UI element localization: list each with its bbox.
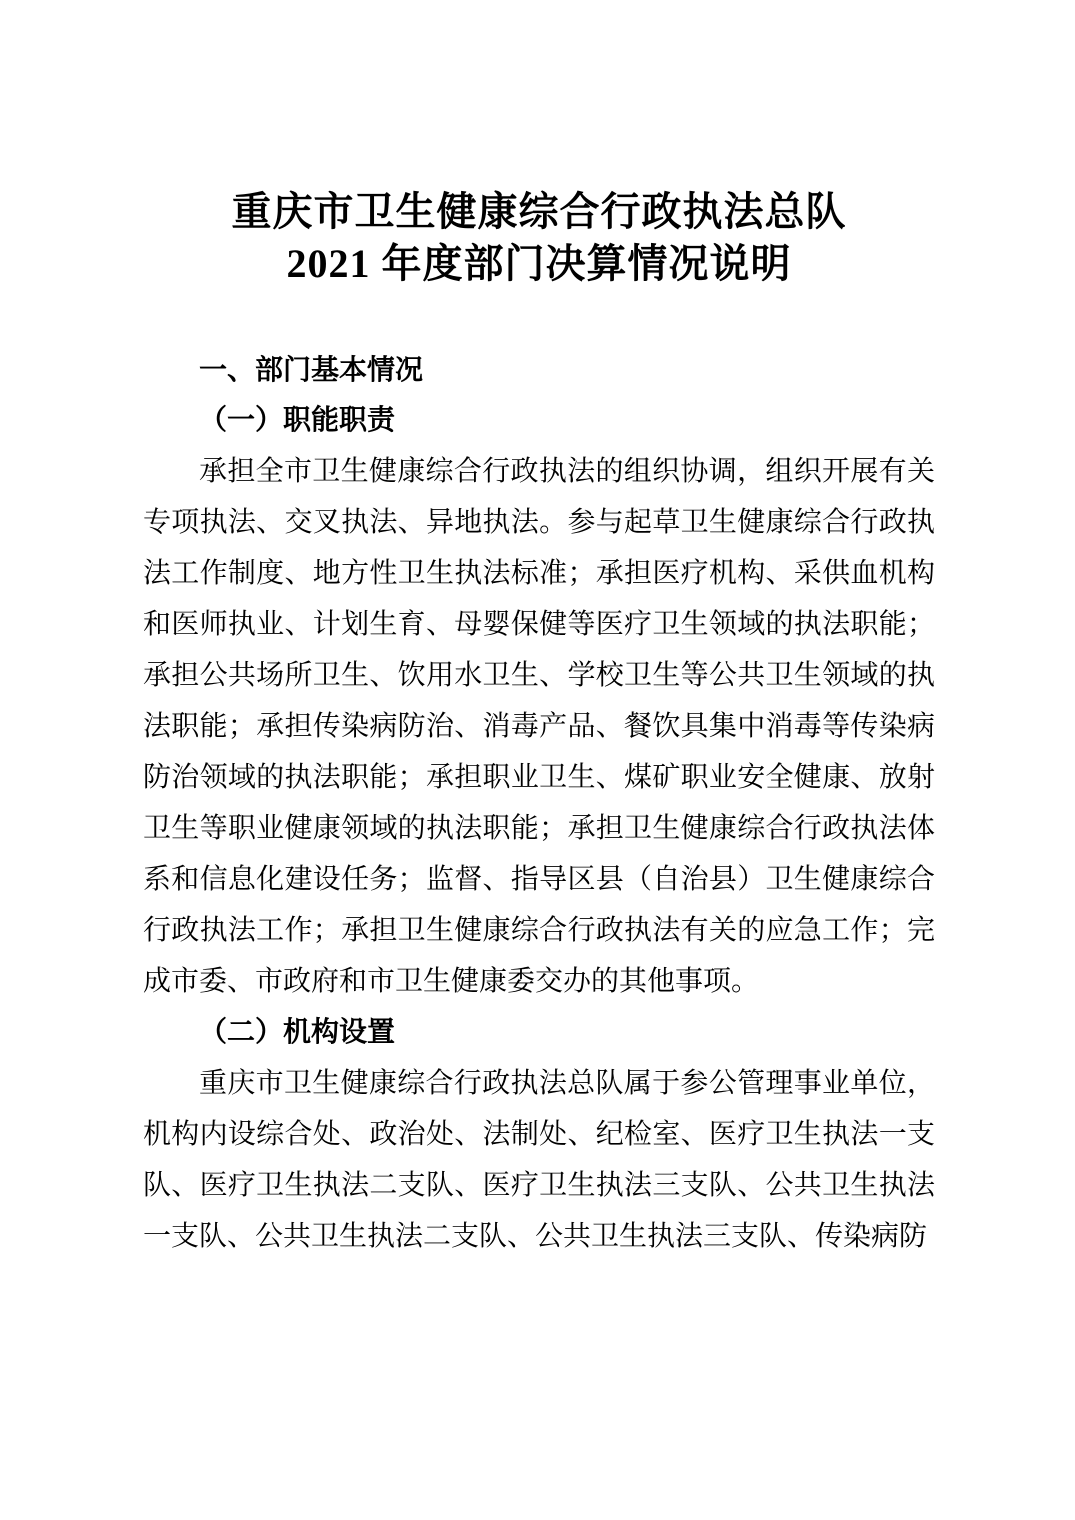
document-title-line-2: 2021 年度部门决算情况说明 bbox=[286, 241, 792, 286]
paragraph-duties: 承担全市卫生健康综合行政执法的组织协调，组织开展有关专项执法、交叉执法、异地执法。参与起草卫生健康综合行政执法工作制度、地方性卫生执法标准；承担医疗机构、采供血机构和医师执业、计划生育、母婴保健等医疗卫生领域的执法职能；承担公共场所卫生、饮用水卫生、学校卫生等公共卫生领域的执法职能；承担传染病防治、消毒产品、餐饮具集中消毒等传染病防治领域的执法职能；承担职业卫生、煤矿职业安全健康、放射卫生等职业健康领域的执法职能；承担卫生健康综合行政执法体系和信息化建设任务；监督、指导区县（自治县）卫生健康综合行政执法工作；承担卫生健康综合行政执法有关的应急工作；完成市委、市政府和市卫生健康委交办的其他事项。 bbox=[143, 456, 935, 997]
paragraph-organization-setup: 重庆市卫生健康综合行政执法总队属于参公管理事业单位，机构内设综合处、政治处、法制处、纪检室、医疗卫生执法一支队、医疗卫生执法二支队、医疗卫生执法三支队、公共卫生执法一支队、公共卫生执法二支队、公共卫生执法三支队、传染病防 bbox=[143, 1068, 935, 1252]
subsection-heading-duties: （一）职能职责 bbox=[199, 405, 396, 436]
document-title bbox=[143, 186, 935, 290]
document-content bbox=[143, 186, 935, 1262]
subsection-heading-organization-setup: （二）机构设置 bbox=[199, 1017, 396, 1048]
section-heading-department-basic-info: 一、部门基本情况 bbox=[199, 354, 424, 385]
document-title-line-1: 重庆市卫生健康综合行政执法总队 bbox=[231, 189, 847, 234]
